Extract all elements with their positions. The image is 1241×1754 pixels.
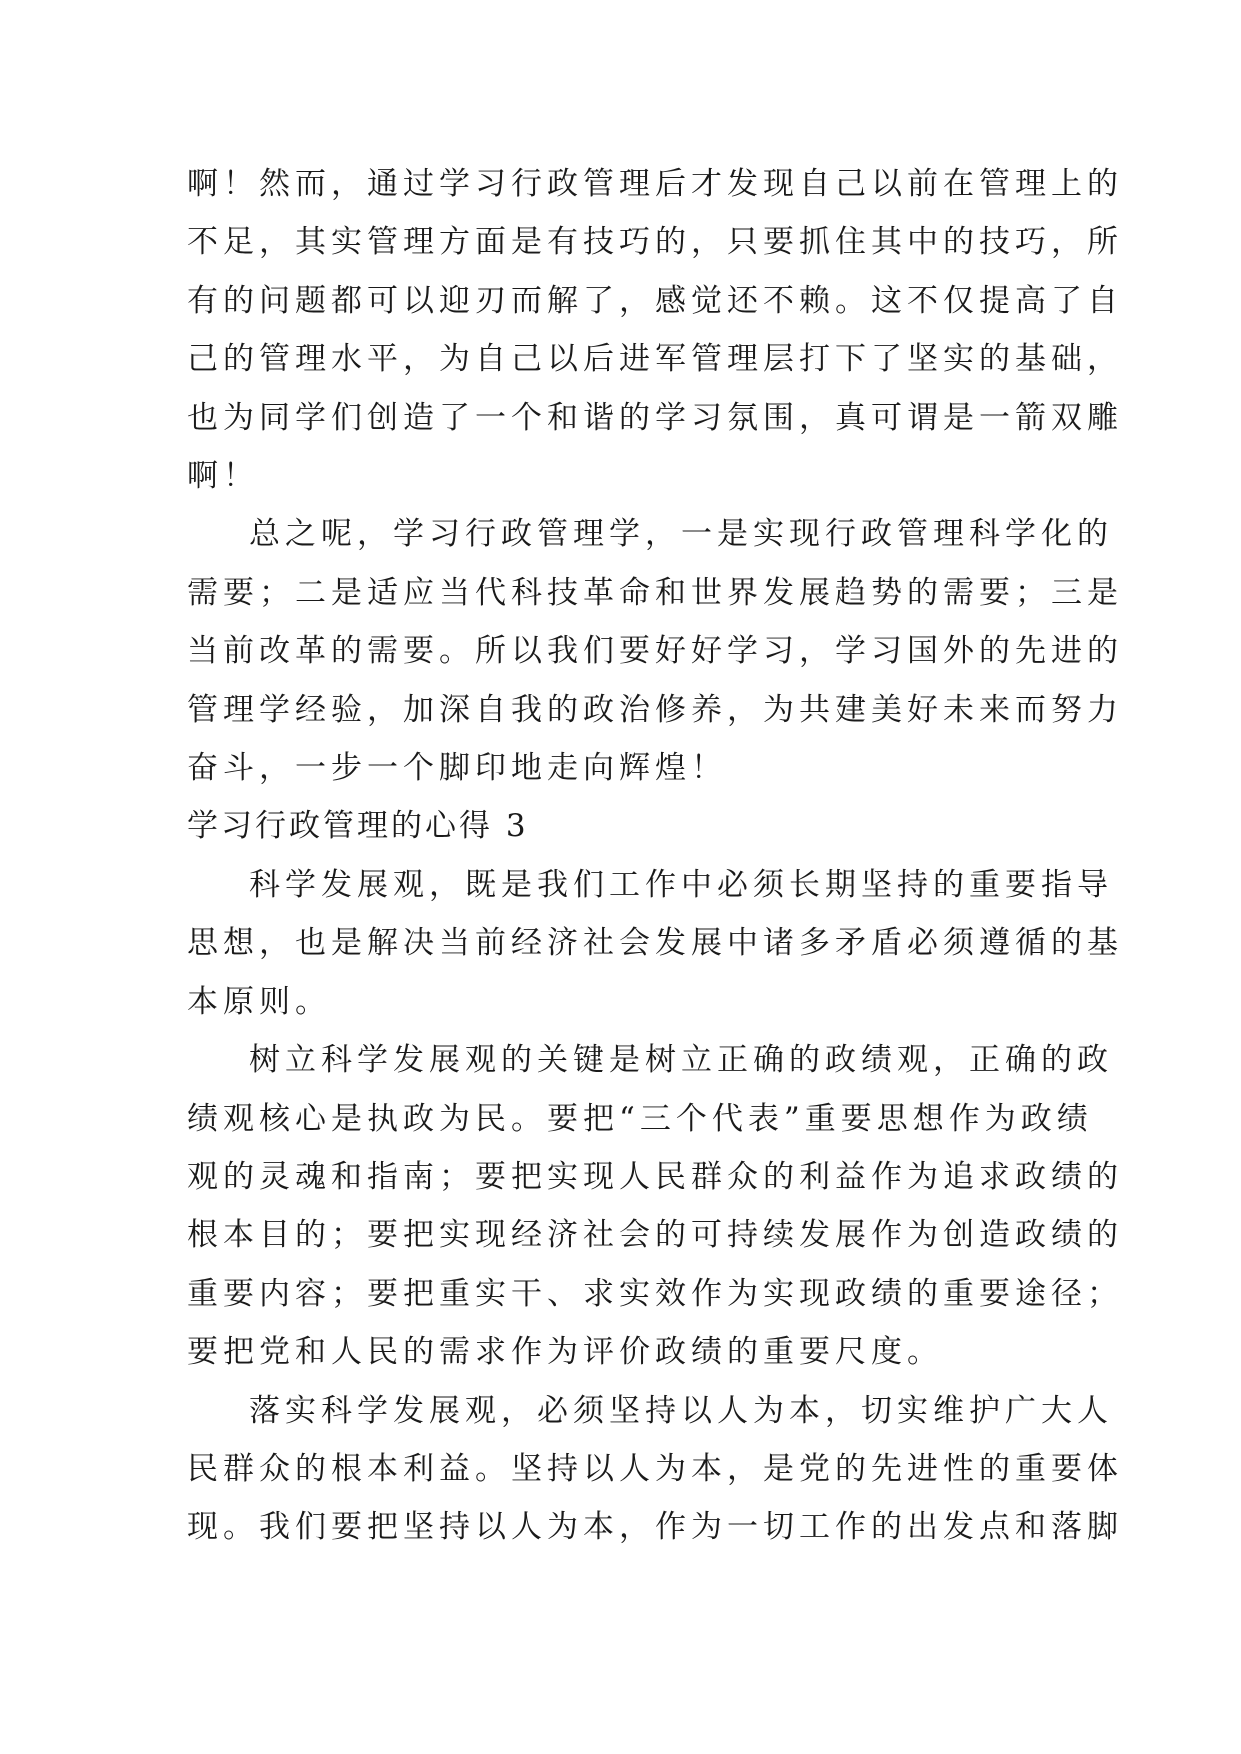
text-line: 现。我们要把坚持以人为本，作为一切工作的出发点和落脚 [187, 1509, 1123, 1546]
text-line: 啊！ [187, 458, 259, 495]
heading-text: 学习行政管理的心得 3 [187, 808, 529, 845]
text-line: 己的管理水平，为自己以后进军管理层打下了坚实的基础， [187, 341, 1123, 378]
paragraph-conclusion [187, 505, 1123, 797]
paragraph-continuation [187, 155, 1123, 505]
text-line: 重要内容；要把重实干、求实效作为实现政绩的重要途径； [187, 1275, 1123, 1312]
text-line: 啊！然而，通过学习行政管理后才发现自己以前在管理上的 [187, 166, 1123, 202]
text-line: 本原则。 [187, 983, 331, 1020]
text-line: 也为同学们创造了一个和谐的学习氛围，真可谓是一箭双雕 [187, 399, 1123, 436]
text-line: 落实科学发展观，必须坚持以人为本，切实维护广大人 [249, 1392, 1113, 1429]
text-line: 需要；二是适应当代科技革命和世界发展趋势的需要；三是 [187, 574, 1123, 611]
section-heading [187, 797, 1057, 855]
text-line: 观的灵魂和指南；要把实现人民群众的利益作为追求政绩的 [187, 1158, 1123, 1195]
text-line: 不足，其实管理方面是有技巧的，只要抓住其中的技巧，所 [187, 224, 1123, 261]
text-line: 根本目的；要把实现经济社会的可持续发展作为创造政绩的 [187, 1217, 1123, 1254]
text-line: 管理学经验，加深自我的政治修养，为共建美好未来而努力 [187, 691, 1123, 728]
text-line: 绩观核心是执政为民。要把“三个代表”重要思想作为政绩 [187, 1100, 1093, 1137]
text-line: 有的问题都可以迎刃而解了，感觉还不赖。这不仅提高了自 [187, 282, 1123, 319]
text-line: 总之呢，学习行政管理学，一是实现行政管理科学化的 [249, 516, 1113, 553]
document-body [187, 155, 1123, 1557]
text-line: 要把党和人民的需求作为评价政绩的重要尺度。 [187, 1334, 943, 1371]
text-line: 思想，也是解决当前经济社会发展中诸多矛盾必须遵循的基 [187, 925, 1123, 962]
paragraph-scientific-outlook [187, 856, 1123, 1031]
text-line: 奋斗，一步一个脚印地走向辉煌！ [187, 750, 727, 787]
text-line: 树立科学发展观的关键是树立正确的政绩观，正确的政 [249, 1042, 1113, 1079]
text-line: 民群众的根本利益。坚持以人为本，是党的先进性的重要体 [187, 1450, 1123, 1487]
paragraph-achievement-view [187, 1031, 1123, 1381]
text-line: 当前改革的需要。所以我们要好好学习，学习国外的先进的 [187, 633, 1123, 670]
paragraph-people-oriented [187, 1382, 1123, 1557]
text-line: 科学发展观，既是我们工作中必须长期坚持的重要指导 [249, 866, 1113, 903]
